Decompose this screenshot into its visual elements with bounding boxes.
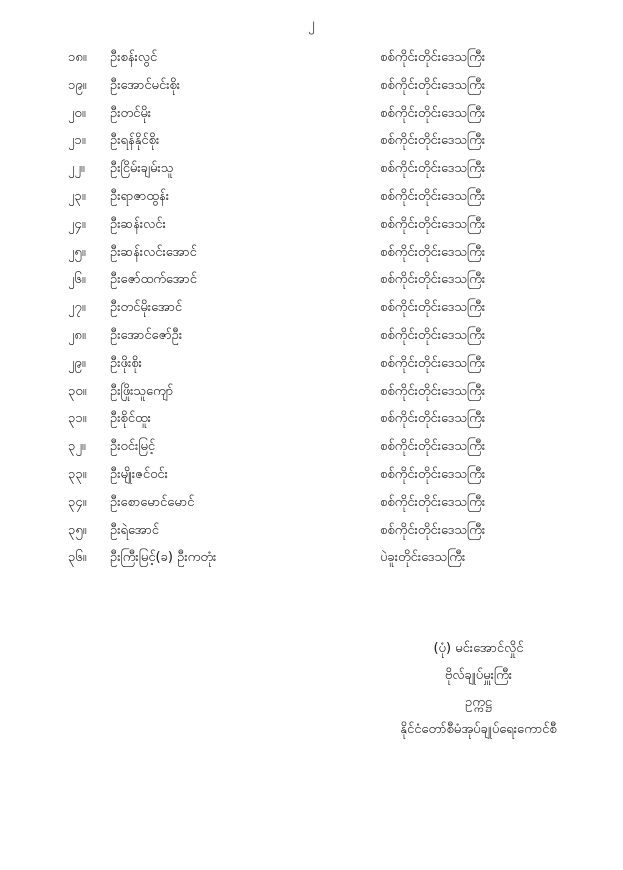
person-name: ဦးတင်မိုး	[110, 105, 152, 121]
region-name: စစ်ကိုင်းတိုင်းဒေသကြီး	[380, 244, 486, 260]
item-number: ၃၅။	[68, 522, 87, 538]
item-number: ၃၄။	[68, 494, 87, 510]
list-item	[0, 322, 623, 350]
region-name: စစ်ကိုင်းတိုင်းဒေသကြီး	[380, 161, 486, 177]
person-name: ဦးရာဇာထွန်း	[110, 188, 169, 204]
region-name: စစ်ကိုင်းတိုင်းဒေသကြီး	[380, 355, 486, 371]
signature-position: ဥက္ကဋ္ဌ	[465, 695, 492, 710]
region-name: စစ်ကိုင်းတိုင်းဒေသကြီး	[380, 105, 486, 121]
region-name: စစ်ကိုင်းတိုင်းဒေသကြီး	[380, 327, 486, 343]
list-item	[0, 489, 623, 517]
signature-organization: နိုင်ငံတော်စီမံအုပ်ချုပ်ရေးကောင်စီ	[400, 722, 557, 737]
person-name: ဦးအောင်ဇော်ဦး	[110, 327, 183, 343]
item-number: ၃၁။	[68, 411, 87, 427]
list-item	[0, 100, 623, 128]
item-number: ၃၆။	[68, 550, 87, 566]
region-name: စစ်ကိုင်းတိုင်းဒေသကြီး	[380, 383, 486, 399]
signature-block	[376, 635, 581, 743]
item-number: ၁၈။	[68, 50, 87, 65]
person-name: ဦးရန်နိုင်စိုး	[110, 133, 160, 149]
region-name: စစ်ကိုင်းတိုင်းဒေသကြီး	[380, 439, 486, 455]
region-name: စစ်ကိုင်းတိုင်းဒေသကြီး	[380, 216, 486, 232]
list-item	[0, 350, 623, 378]
person-name: ဦးဝင်းမြင့်	[110, 439, 156, 455]
signature-rank: ဗိုလ်ချုပ်မှူးကြီး	[444, 668, 513, 683]
item-number: ၂၇။	[68, 300, 86, 316]
item-number: ၂၈။	[68, 327, 86, 343]
signature-name: (ပုံ) မင်းအောင်လှိုင်	[433, 641, 524, 656]
region-name: စစ်ကိုင်းတိုင်းဒေသကြီး	[380, 50, 486, 65]
list-item	[0, 155, 623, 183]
item-number: ၂၉။	[68, 355, 86, 371]
list-item	[0, 239, 623, 267]
item-number: ၂၀။	[68, 105, 86, 121]
person-name: ဦးရဲအောင်	[110, 522, 160, 538]
item-number: ၂၄။	[68, 216, 86, 232]
person-name: ဦးဆန်းလင်းအောင်	[110, 244, 197, 260]
region-name: စစ်ကိုင်းတိုင်းဒေသကြီး	[380, 300, 486, 316]
region-name: စစ်ကိုင်းတိုင်းဒေသကြီး	[380, 494, 486, 510]
item-number: ၂၂။	[68, 161, 85, 177]
list-item	[0, 517, 623, 545]
person-name: ဦးစောမောင်မောင်	[110, 494, 195, 510]
region-name: စစ်ကိုင်းတိုင်းဒေသကြီး	[380, 133, 486, 149]
person-name: ဦးစိုင်ထူး	[110, 411, 151, 427]
item-number: ၁၉။	[68, 77, 87, 93]
item-number: ၃၀။	[68, 383, 87, 399]
item-number: ၂၃။	[68, 188, 86, 204]
list-item	[0, 72, 623, 100]
region-name: စစ်ကိုင်းတိုင်းဒေသကြီး	[380, 188, 486, 204]
item-number: ၂၁။	[68, 133, 86, 149]
person-name: ဦးစန်းလွင်	[110, 50, 158, 65]
person-name: ဦးဖြိုးသူကျော်	[110, 383, 174, 399]
list-item	[0, 211, 623, 239]
region-name: စစ်ကိုင်းတိုင်းဒေသကြီး	[380, 466, 486, 482]
appointee-list	[0, 44, 623, 572]
person-name: ဦးမျိုးဇင်ဝင်း	[110, 466, 168, 482]
region-name: စစ်ကိုင်းတိုင်းဒေသကြီး	[380, 77, 486, 93]
region-name: စစ်ကိုင်းတိုင်းဒေသကြီး	[380, 411, 486, 427]
region-name: ပဲခူးတိုင်းဒေသကြီး	[380, 550, 466, 566]
list-item	[0, 127, 623, 155]
person-name: ဦးကြီးမြင့်(ခ) ဦးကတုံး	[110, 550, 217, 566]
item-number: ၂၆။	[68, 272, 86, 288]
person-name: ဦးငြိမ်းချမ်းသူ	[110, 161, 174, 177]
list-item	[0, 183, 623, 211]
list-item	[0, 294, 623, 322]
person-name: ဦးတင်မိုးအောင်	[110, 300, 183, 316]
item-number: ၃၂။	[68, 439, 86, 455]
region-name: စစ်ကိုင်းတိုင်းဒေသကြီး	[380, 522, 486, 538]
list-item	[0, 544, 623, 572]
region-name: စစ်ကိုင်းတိုင်းဒေသကြီး	[380, 272, 486, 288]
page-number: ၂	[308, 16, 315, 32]
list-item	[0, 405, 623, 433]
list-item	[0, 378, 623, 406]
item-number: ၂၅။	[68, 244, 86, 260]
list-item	[0, 461, 623, 489]
person-name: ဦးဇော်ထက်အောင်	[110, 272, 197, 288]
item-number: ၃၃။	[68, 466, 87, 482]
list-item	[0, 44, 623, 72]
person-name: ဦးဆန်းလင်း	[110, 216, 166, 232]
person-name: ဦးဖိုးစိုး	[110, 355, 142, 371]
list-item	[0, 433, 623, 461]
list-item	[0, 266, 623, 294]
person-name: ဦးအောင်မင်းစိုး	[110, 77, 181, 93]
